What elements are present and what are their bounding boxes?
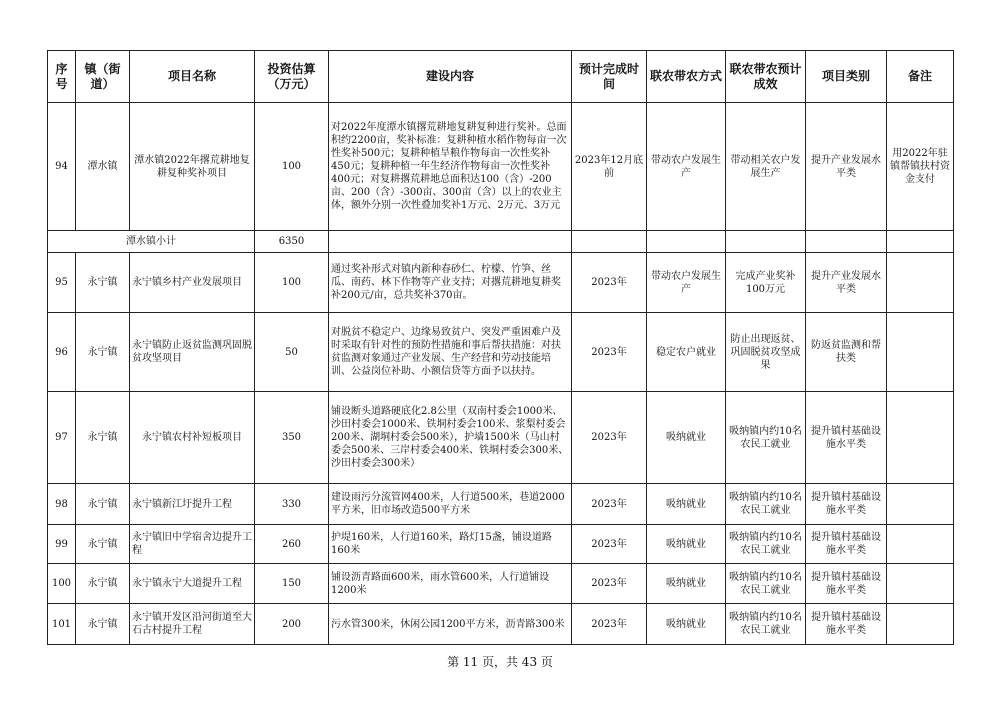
cell-invest: 330: [255, 484, 329, 525]
cell-town: 永宁镇: [76, 313, 130, 392]
cell-category: 提升镇村基础设施水平类: [806, 484, 887, 525]
cell-time: 2023年: [572, 525, 647, 564]
cell-no: 94: [48, 103, 76, 231]
cell-mode: 带动农户发展生产: [647, 103, 726, 231]
empty-cell: [647, 231, 726, 253]
cell-time: 2023年: [572, 392, 647, 484]
page-footer: 第 11 页，共 43 页: [447, 655, 553, 669]
cell-mode: 稳定农户就业: [647, 313, 726, 392]
cell-time: 2023年12月底前: [572, 103, 647, 231]
table-row: [48, 313, 954, 392]
cell-category: 防返贫监测和帮扶类: [806, 313, 887, 392]
cell-effect: 吸纳镇内约10名农民工就业: [726, 604, 806, 645]
cell-category: 提升镇村基础设施水平类: [806, 564, 887, 604]
cell-name: 永宁镇开发区沿河街道至大石古村提升工程: [130, 604, 255, 645]
subtotal-row: [48, 231, 954, 253]
cell-effect: 带动相关农户发展生产: [726, 103, 806, 231]
cell-category: 提升镇村基础设施水平类: [806, 525, 887, 564]
cell-town: 永宁镇: [76, 253, 130, 313]
cell-no: 95: [48, 253, 76, 313]
col-header-name: 项目名称: [130, 51, 255, 103]
cell-name: 永宁镇永宁大道提升工程: [130, 564, 255, 604]
cell-no: 97: [48, 392, 76, 484]
cell-content: 铺设断头道路硬底化2.8公里（双南村委会1000米、沙田村委会1000米、铁垌村委会100米、浆梨村委会200米、湖垌村委会500米），护墙1500米（马山村委会500米、三岸村委会400米、铁垌村委会300米、沙田村委会300米）: [329, 392, 572, 484]
cell-time: 2023年: [572, 253, 647, 313]
subtotal-value: 6350: [255, 231, 329, 253]
table-row: [48, 103, 954, 231]
cell-time: 2023年: [572, 484, 647, 525]
cell-content: 污水管300米，休闲公园1200平方米，沥青路300米: [329, 604, 572, 645]
cell-content: 通过奖补形式对镇内新种春砂仁、柠檬、竹笋、丝瓜、南药、林下作物等产业支持；对撂荒耕地复耕奖补200元/亩，总共奖补370亩。: [329, 253, 572, 313]
cell-time: 2023年: [572, 604, 647, 645]
cell-invest: 100: [255, 103, 329, 231]
cell-note: [887, 525, 954, 564]
cell-name: 永宁镇防止返贫监测巩固脱贫攻坚项目: [130, 313, 255, 392]
cell-mode: 吸纳就业: [647, 392, 726, 484]
cell-effect: 吸纳镇内约10名农民工就业: [726, 484, 806, 525]
cell-note: [887, 253, 954, 313]
subtotal-label: 潭水镇小计: [48, 231, 255, 253]
cell-category: 提升产业发展水平类: [806, 103, 887, 231]
cell-content: 对2022年度潭水镇撂荒耕地复耕复种进行奖补。总面积约2200亩，奖补标准：复耕种植水稻作物每亩一次性奖补500元；复耕种植旱粮作物每亩一次性奖补450元；复耕种植一年生经济作物每亩一次性奖补400元；对复耕撂荒耕地总面积达100（含）-200亩、200（含）-300亩、300亩（含）以上的农业主体，额外分别一次性叠加奖补1万元、2万元、3万元: [329, 103, 572, 231]
col-header-town: 镇（街道）: [76, 51, 130, 103]
cell-town: 永宁镇: [76, 392, 130, 484]
cell-no: 101: [48, 604, 76, 645]
table-row: [48, 525, 954, 564]
table-row: [48, 564, 954, 604]
col-header-content: 建设内容: [329, 51, 572, 103]
cell-no: 99: [48, 525, 76, 564]
cell-name: 永宁镇乡村产业发展项目: [130, 253, 255, 313]
cell-effect: 完成产业奖补100万元: [726, 253, 806, 313]
col-header-mode: 联农带农方式: [647, 51, 726, 103]
cell-note: [887, 564, 954, 604]
col-header-category: 项目类别: [806, 51, 887, 103]
cell-category: 提升产业发展水平类: [806, 253, 887, 313]
cell-no: 98: [48, 484, 76, 525]
cell-invest: 50: [255, 313, 329, 392]
table-row: [48, 253, 954, 313]
cell-mode: 吸纳就业: [647, 484, 726, 525]
cell-name: 永宁镇旧中学宿舍边提升工程: [130, 525, 255, 564]
table-row: [48, 484, 954, 525]
cell-invest: 260: [255, 525, 329, 564]
cell-time: 2023年: [572, 564, 647, 604]
col-header-no: 序号: [48, 51, 76, 103]
col-header-time: 预计完成时间: [572, 51, 647, 103]
col-header-effect: 联农带农预计成效: [726, 51, 806, 103]
cell-name: 永宁镇新江圩提升工程: [130, 484, 255, 525]
project-table: [47, 50, 954, 645]
cell-town: 潭水镇: [76, 103, 130, 231]
cell-invest: 200: [255, 604, 329, 645]
cell-note: [887, 392, 954, 484]
cell-content: 对脱贫不稳定户、边缘易致贫户、突发严重困难户及时采取有针对性的预防性措施和事后帮扶措施：对扶贫监测对象通过产业发展、生产经营和劳动技能培训、公益岗位补助、小额信贷等方面予以扶持。: [329, 313, 572, 392]
cell-town: 永宁镇: [76, 525, 130, 564]
cell-town: 永宁镇: [76, 564, 130, 604]
cell-town: 永宁镇: [76, 484, 130, 525]
cell-note: 用2022年驻镇帮镇扶村资金支付: [887, 103, 954, 231]
cell-invest: 350: [255, 392, 329, 484]
cell-note: [887, 604, 954, 645]
empty-cell: [887, 231, 954, 253]
cell-effect: 吸纳镇内约10名农民工就业: [726, 392, 806, 484]
cell-invest: 150: [255, 564, 329, 604]
empty-cell: [329, 231, 572, 253]
cell-note: [887, 313, 954, 392]
cell-no: 100: [48, 564, 76, 604]
cell-category: 提升镇村基础设施水平类: [806, 604, 887, 645]
cell-time: 2023年: [572, 313, 647, 392]
table-row: [48, 604, 954, 645]
cell-mode: 带动农户发展生产: [647, 253, 726, 313]
cell-content: 建设雨污分流管网400米，人行道500米，巷道2000平方米，旧市场改造500平方米: [329, 484, 572, 525]
empty-cell: [726, 231, 806, 253]
cell-mode: 吸纳就业: [647, 564, 726, 604]
cell-name: 潭水镇2022年撂荒耕地复耕复种奖补项目: [130, 103, 255, 231]
cell-effect: 防止出现返贫、巩固脱贫攻坚成果: [726, 313, 806, 392]
cell-name: 永宁镇农村补短板项目: [130, 392, 255, 484]
cell-mode: 吸纳就业: [647, 525, 726, 564]
cell-effect: 吸纳镇内约10名农民工就业: [726, 564, 806, 604]
cell-invest: 100: [255, 253, 329, 313]
cell-town: 永宁镇: [76, 604, 130, 645]
col-header-invest: 投资估算（万元）: [255, 51, 329, 103]
table-row: [48, 392, 954, 484]
empty-cell: [806, 231, 887, 253]
empty-cell: [572, 231, 647, 253]
cell-category: 提升镇村基础设施水平类: [806, 392, 887, 484]
cell-no: 96: [48, 313, 76, 392]
cell-mode: 吸纳就业: [647, 604, 726, 645]
cell-content: 护堤160米，人行道160米，路灯15盏，铺设道路160米: [329, 525, 572, 564]
cell-content: 铺设沥青路面600米，雨水管600米，人行道铺设1200米: [329, 564, 572, 604]
cell-note: [887, 484, 954, 525]
col-header-note: 备注: [887, 51, 954, 103]
cell-effect: 吸纳镇内约10名农民工就业: [726, 525, 806, 564]
header-row: [48, 51, 954, 103]
